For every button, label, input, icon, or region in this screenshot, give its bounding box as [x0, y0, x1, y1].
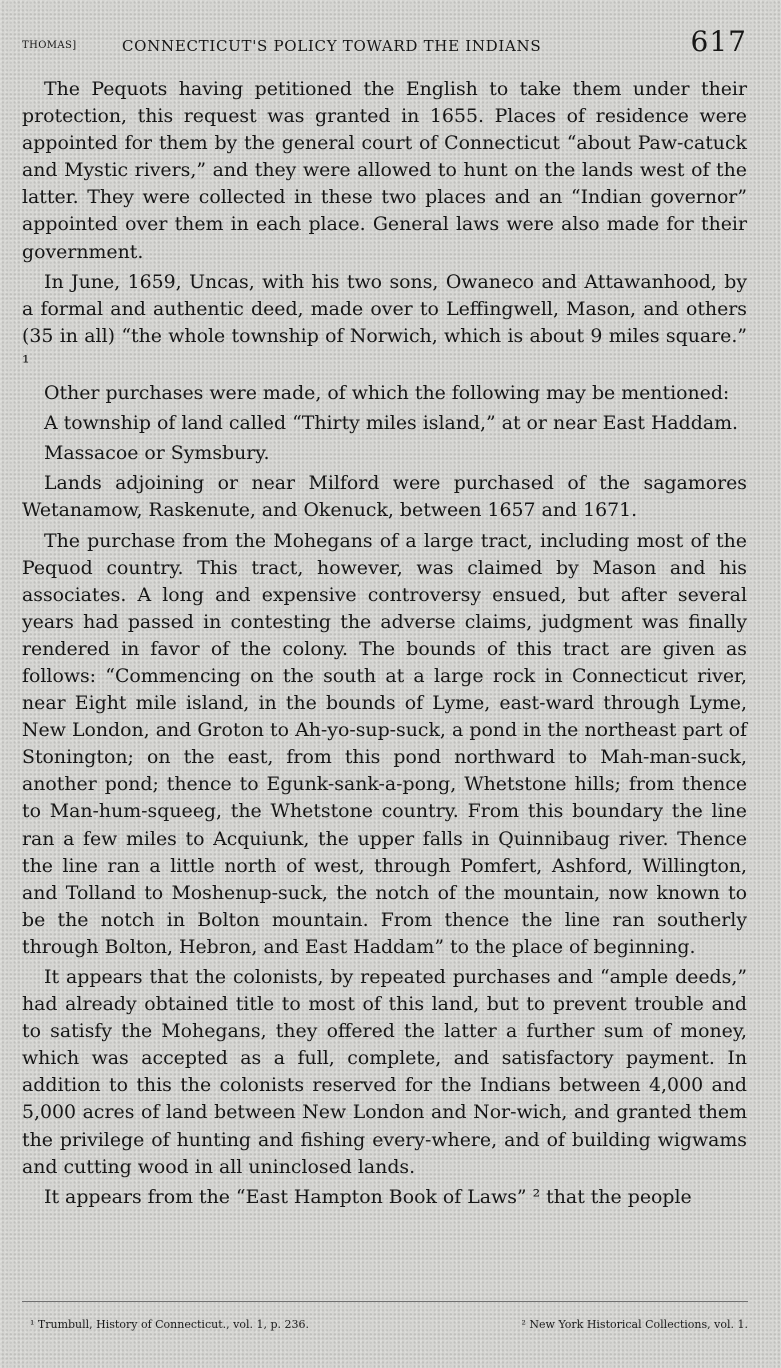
paragraph: The purchase from the Mohegans of a large tract, including most of the Pequod country. This tract, however, was claimed by Mason and his associates. A long and expensive controversy ensued, but after several years had passed in contesting the adverse claims, judgment was finally rendered in favor of the colony. The bounds of this tract are given as follows: “Commencing on the south at a large rock in Connecticut river, near Eight mile island, in the bounds of Lyme, east-ward through Lyme, New London, and Groton to Ah-yo-sup-suck, a pond in the northeast part of Stonington; on the east, from this pond northward to Mah-man-suck, another pond; thence to Egunk-sank-a-pong, Whetstone hills; from thence to Man-hum-squeeg, the Whetstone country. From this boundary the line ran a few miles to Acquiunk, the upper falls in Quinnibaug river. Thence the line ran a little north of west, through Pomfert, Ashford, Willington, and Tolland to Moshenup-suck, the notch of the mountain, now known to be the notch in Bolton mountain. From thence the line ran southerly through Bolton, Hebron, and East Haddam” to the place of beginning. [22, 529, 747, 958]
page-title: CONNECTICUT'S POLICY TOWARD THE INDIANS [122, 37, 542, 55]
page-header [22, 25, 747, 76]
paragraph: It appears from the “East Hampton Book of Laws” ² that the people [44, 1185, 692, 1208]
footnote-1: ¹ Trumbull, History of Connecticut., vol. 1, p. 236. [30, 1318, 309, 1331]
paragraph: In June, 1659, Uncas, with his two sons, Owaneco and Attawanhood, by a formal and authentic deed, made over to Leffingwell, Mason, and others (35 in all) “the whole township of Norwich, which is about 9 miles square.” ¹ [22, 270, 747, 374]
paragraph: Lands adjoining or near Milford were purchased of the sagamores Wetanamow, Raskenute, and Okenuck, between 1657 and 1671. [22, 472, 747, 522]
paragraph: Other purchases were made, of which the following may be mentioned: [44, 382, 730, 405]
main-text [22, 76, 747, 1211]
paragraph: The Pequots having petitioned the English to take them under their protection, this request was granted in 1655. Places of residence were appointed for them by the general court of Connecticut “about Paw-catuck and Mystic rivers,” and they were allowed to hunt on the lands west of the latter. They were collected in these two places and an “Indian governor” appointed over them in each place. General laws were also made for their government. [22, 78, 747, 263]
paragraph: A township of land called “Thirty miles island,” at or near East Haddam. [44, 412, 739, 435]
footnote-divider [22, 1301, 748, 1302]
paragraph: It appears that the colonists, by repeated purchases and “ample deeds,” had already obtained title to most of this land, but to prevent trouble and to satisfy the Mohegans, they offered the latter a further sum of money, which was accepted as a full, complete, and satisfactory payment. In addition to this the colonists reserved for the Indians between 4,000 and 5,000 acres of land between New London and Nor-wich, and granted them the privilege of hunting and fishing every-where, and of building wigwams and cutting wood in all uninclosed lands. [22, 966, 747, 1178]
paragraph: Massacoe or Symsbury. [44, 442, 270, 465]
running-head-left: THOMAS] [22, 40, 77, 51]
page-number: 617 [690, 25, 747, 58]
footnote-2: ² New York Historical Collections, vol. 1. [521, 1318, 748, 1331]
